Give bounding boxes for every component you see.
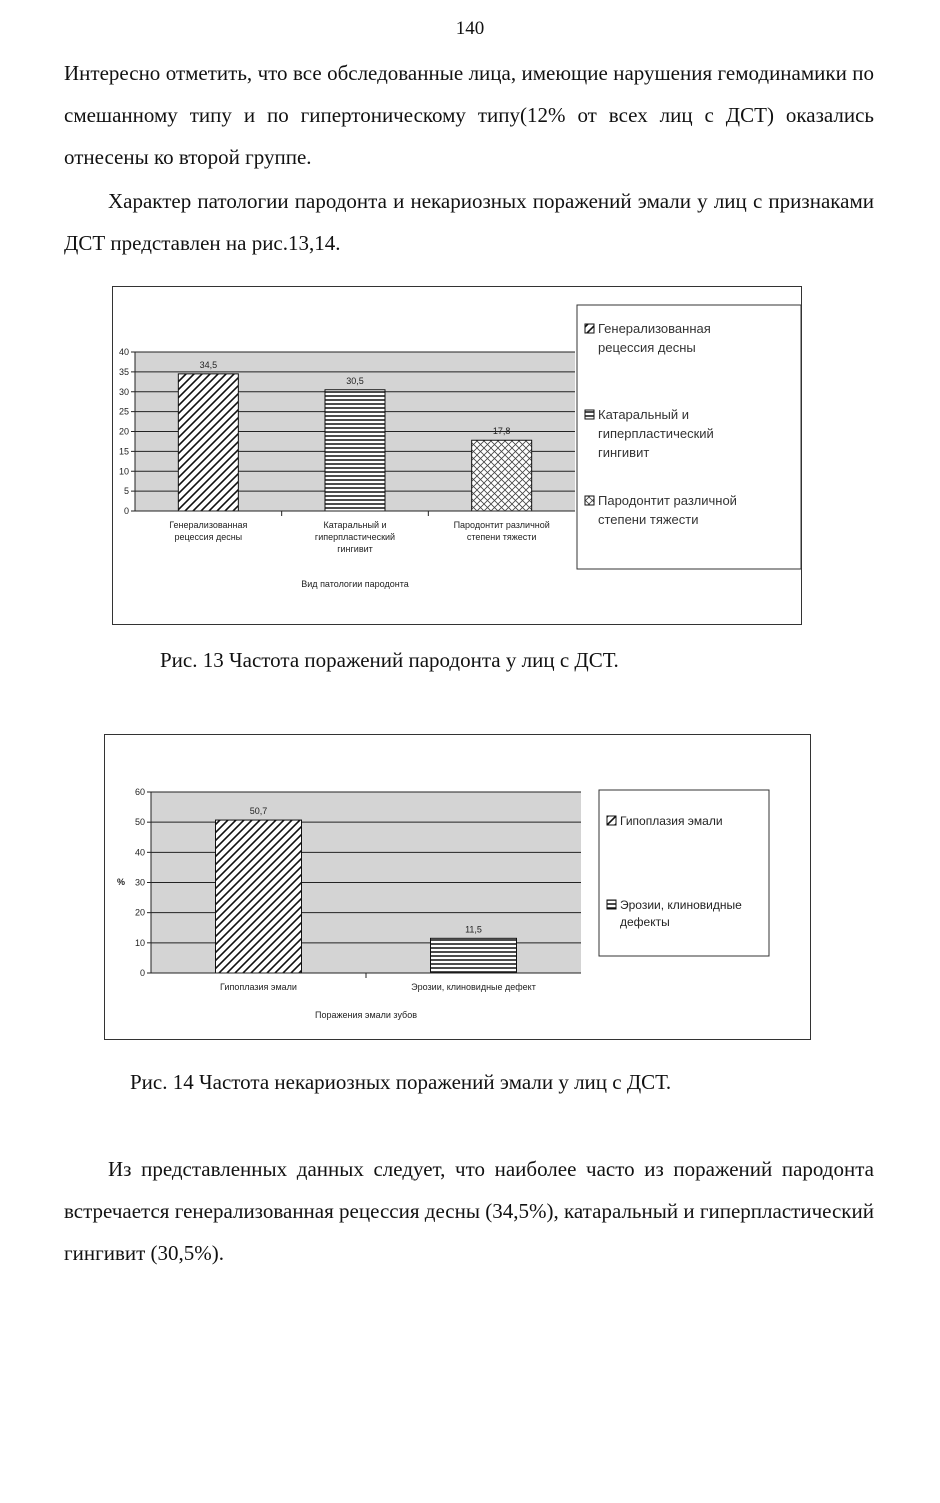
figure-13-caption: Рис. 13 Частота поражений пародонта у лиц с ДСТ. xyxy=(160,648,619,672)
legend-label: Пародонтит различной степени тяжести xyxy=(598,493,737,527)
legend-swatch xyxy=(607,816,616,825)
bar xyxy=(216,820,302,973)
legend-swatch xyxy=(607,900,616,909)
legend-swatch xyxy=(585,496,594,505)
paragraph-3 xyxy=(64,1148,874,1274)
bar xyxy=(178,374,238,511)
bar-value-label: 34,5 xyxy=(199,359,218,370)
x-tick-label: Пародонтит различной степени тяжести xyxy=(453,520,550,542)
x-axis-title: Поражения эмали зубов xyxy=(314,1010,418,1020)
legend-swatch xyxy=(585,324,594,333)
y-tick-label: 5 xyxy=(123,486,129,497)
figure-14-chart xyxy=(104,734,811,1040)
y-tick-label: 0 xyxy=(139,968,145,978)
x-tick-label: Гипоплазия эмали xyxy=(220,982,297,992)
bar xyxy=(325,390,385,511)
y-axis-title: % xyxy=(116,877,126,887)
y-tick-label: 20 xyxy=(134,907,145,918)
paragraph-3-text: Из представленных данных следует, что наиболее часто из поражений пародонта встречается генерализованная рецессия десны (34,5%), катаральный и гиперпластический гингивит (30,5%). xyxy=(64,1157,874,1265)
legend-label: Эрозии, клиновидные дефекты xyxy=(620,898,742,929)
y-tick-label: 10 xyxy=(134,937,145,948)
figure-13-chart xyxy=(112,286,802,625)
x-tick-label: Катаральный и гиперпластический гингивит xyxy=(314,520,396,554)
paragraph-1: Интересно отметить, что все обследованные лица, имеющие нарушения гемодинамики по смешанному типу и по гипертоническому типу(12% от всех лиц с ДСТ) оказались отнесены ко второй группе. xyxy=(64,61,874,169)
y-tick-label: 50 xyxy=(134,817,145,828)
bar-value-label: 50,7 xyxy=(249,806,268,817)
bar-value-label: 30,5 xyxy=(346,375,364,386)
figure-14-svg xyxy=(105,735,810,1039)
bar-value-label: 17,8 xyxy=(492,426,511,437)
page-number: 140 xyxy=(455,18,485,39)
y-tick-label: 60 xyxy=(134,787,145,797)
y-tick-label: 40 xyxy=(118,347,129,357)
figure-14-caption: Рис. 14 Частота некариозных поражений эмали у лиц с ДСТ. xyxy=(130,1070,672,1094)
bar-value-label: 11,5 xyxy=(465,924,482,935)
y-tick-label: 10 xyxy=(118,466,129,477)
y-tick-label: 20 xyxy=(118,426,129,437)
legend-label: Катаральный и гиперпластический гингивит xyxy=(598,407,714,460)
legend-label: Гипоплазия эмали xyxy=(620,814,723,828)
legend-swatch xyxy=(585,410,594,419)
figure-13-svg xyxy=(113,287,801,624)
y-tick-label: 25 xyxy=(118,406,129,417)
x-tick-label: Генерализованная рецессия десны xyxy=(169,520,248,542)
legend-label: Генерализованная рецессия десны xyxy=(598,321,711,355)
x-axis-title: Вид патологии пародонта xyxy=(301,579,409,589)
y-tick-label: 30 xyxy=(118,386,129,397)
bar xyxy=(472,440,532,511)
x-tick-label: Эрозии, клиновидные дефект xyxy=(411,982,536,992)
y-tick-label: 30 xyxy=(134,877,145,888)
y-tick-label: 0 xyxy=(123,506,129,516)
y-tick-label: 40 xyxy=(134,847,145,858)
bar xyxy=(431,938,517,973)
paragraph-2 xyxy=(64,180,874,264)
y-tick-label: 15 xyxy=(118,446,129,457)
paragraph-2-text: Характер патологии пародонта и некариозных поражений эмали у лиц с признаками ДСТ представлен на рис.13,14. xyxy=(64,189,874,255)
y-tick-label: 35 xyxy=(118,366,129,377)
